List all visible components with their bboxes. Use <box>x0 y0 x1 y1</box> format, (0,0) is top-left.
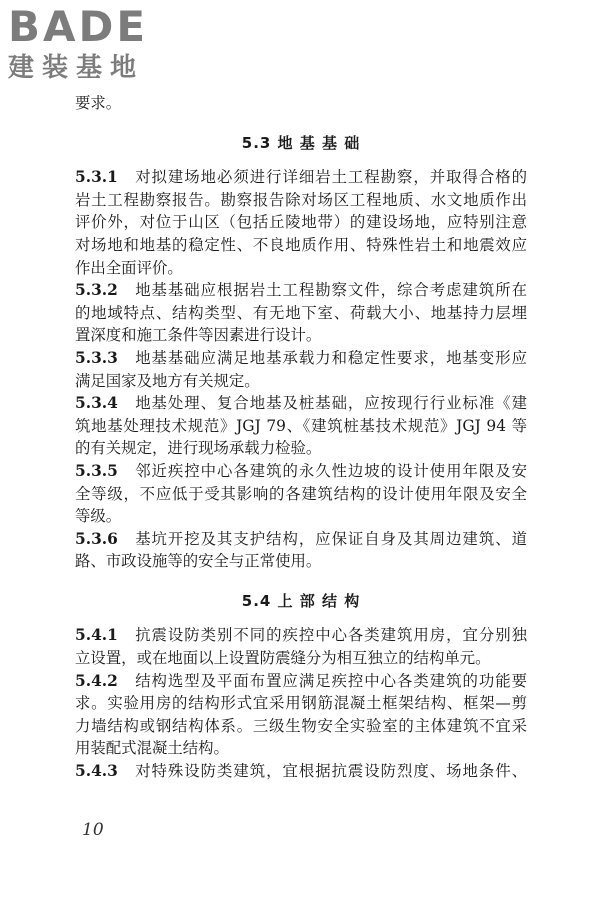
clause-5-3-4 <box>75 392 527 460</box>
clause-text-line: 对场地和地基的稳定性、不良地质作用、特殊性岩土和地震效应 <box>75 235 527 254</box>
clause-text-line: 地基处理、复合地基及桩基础，应按现行行业标准《建 <box>135 394 527 413</box>
clause-number: 5.3.3 <box>75 348 118 367</box>
logo-wordmark: BADE <box>8 2 149 51</box>
section-heading-5-3: 5.3 地 基 基 础 <box>241 133 361 152</box>
clause-text-line: 的有关规定，进行现场承载力检验。 <box>75 439 322 458</box>
clause-text-line: 用装配式混凝土结构。 <box>75 739 229 758</box>
clause-5-4-2 <box>75 670 527 760</box>
clause-text-line: 地基基础应根据岩土工程勘察文件，综合考虑建筑所在 <box>135 281 527 300</box>
clause-text-line: 满足国家及地方有关规定。 <box>75 371 260 390</box>
clause-5-3-1 <box>75 166 527 279</box>
clause-5-4-1 <box>75 624 527 669</box>
clause-text-line: 立设置，或在地面以上设置防震缝分为相互独立的结构单元。 <box>75 649 491 668</box>
document-body <box>75 92 527 783</box>
clause-text-line: 基坑开挖及其支护结构，应保证自身及其周边建筑、道 <box>135 529 527 548</box>
clause-text-line: 邻近疾控中心各建筑的永久性边坡的设计使用年限及安 <box>135 461 527 480</box>
clause-text-line: 等级。 <box>75 507 122 526</box>
clause-text-line: 的地域特点、结构类型、有无地下室、荷载大小、地基持力层埋 <box>75 303 527 322</box>
clause-text-line: 求。实验用房的结构形式宜采用钢筋混凝土框架结构、框架—剪 <box>75 694 527 713</box>
clause-text-line: 作出全面评价。 <box>75 258 183 277</box>
clause-number: 5.3.6 <box>75 529 118 548</box>
clause-5-3-5 <box>75 460 527 528</box>
page-number: 10 <box>82 820 104 840</box>
clause-text-line: 路、市政设施等的安全与正常使用。 <box>75 552 322 571</box>
clause-number: 5.3.4 <box>75 394 118 413</box>
continued-text-line: 要求。 <box>75 94 122 112</box>
clause-text-line: 力墙结构或钢结构体系。三级生物安全实验室的主体建筑不宜采 <box>75 716 527 735</box>
clause-5-3-3 <box>75 347 527 392</box>
clause-text-line: 结构选型及平面布置应满足疾控中心各类建筑的功能要 <box>135 671 527 690</box>
clause-text-line: 全等级，不应低于受其影响的各建筑结构的设计使用年限及安全 <box>75 484 527 503</box>
clause-text-line: 筑地基处理技术规范》JGJ 79、《建筑桩基技术规范》JGJ 94 等 <box>75 416 527 435</box>
clause-text-line: 抗震设防类别不同的疾控中心各类建筑用房，宜分别独 <box>135 626 527 645</box>
clause-number: 5.3.2 <box>75 281 118 300</box>
clause-number: 5.3.5 <box>75 461 118 480</box>
clause-text-line: 岩土工程勘察报告。勘察报告除对场区工程地质、水文地质作出 <box>75 190 527 209</box>
clause-text-line: 评价外，对位于山区（包括丘陵地带）的建设场地，应特别注意 <box>75 213 527 232</box>
section-heading-5-4: 5.4 上 部 结 构 <box>241 591 361 610</box>
clause-5-3-6 <box>75 528 527 573</box>
clause-number: 5.4.1 <box>75 626 118 645</box>
bade-logo <box>8 4 178 88</box>
clause-5-3-2 <box>75 279 527 347</box>
clause-5-4-3 <box>75 760 527 783</box>
clause-text-line: 对拟建场地必须进行详细岩土工程勘察，并取得合格的 <box>135 168 527 187</box>
clause-text-line: 地基基础应满足地基承载力和稳定性要求，地基变形应 <box>135 348 527 367</box>
clause-number: 5.4.2 <box>75 671 118 690</box>
clause-number: 5.3.1 <box>75 168 118 187</box>
clause-text-line: 对特殊设防类建筑，宜根据抗震设防烈度、场地条件、 <box>135 762 527 781</box>
clause-text-line: 置深度和施工条件等因素进行设计。 <box>75 326 322 345</box>
clause-number: 5.4.3 <box>75 762 118 781</box>
logo-subtitle: 建装基地 <box>8 53 145 83</box>
